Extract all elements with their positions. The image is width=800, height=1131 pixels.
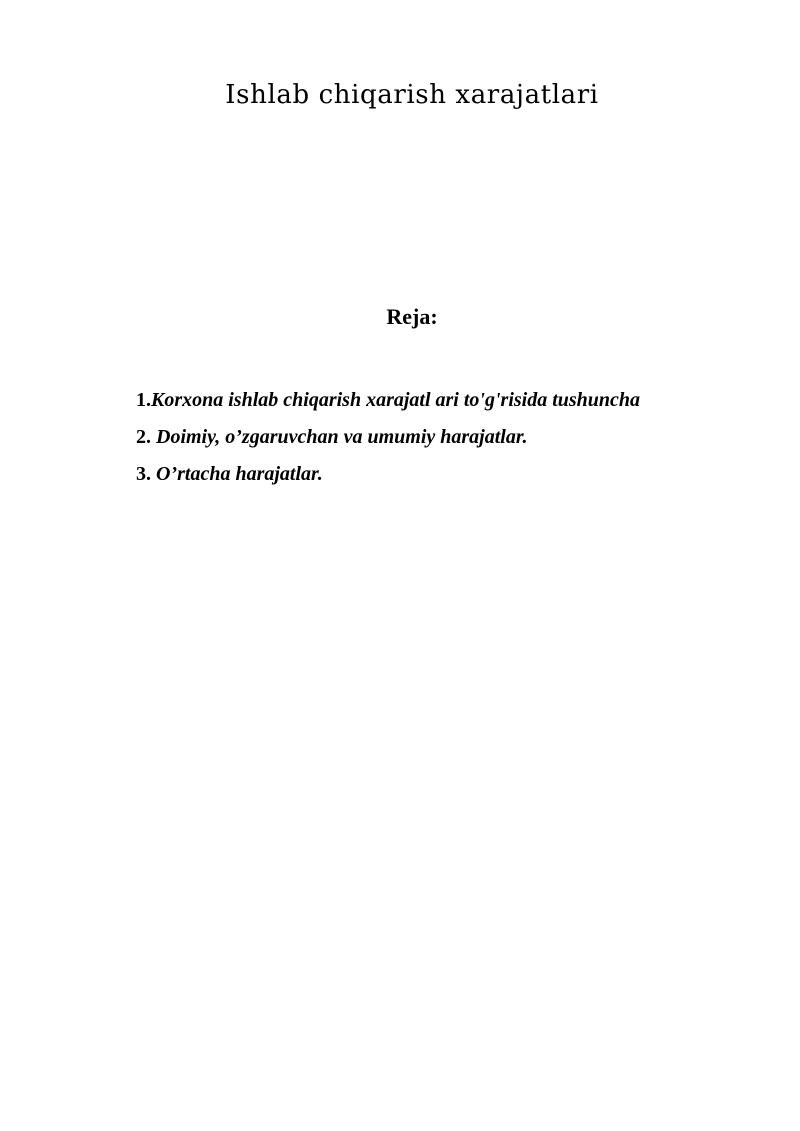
plan-item-text: Korxona ishlab chiqarish xarajatl ari to'g'risida tushuncha — [151, 389, 641, 411]
plan-item — [136, 456, 640, 493]
plan-item-number: 3. — [136, 463, 156, 485]
document-title: Ishlab chiqarish xarajatlari — [225, 80, 599, 110]
plan-heading: Reja: — [386, 304, 438, 329]
plan-item — [136, 419, 640, 456]
plan-item-number: 2. — [136, 426, 156, 448]
plan-item-text: Doimiy, o’zgaruvchan va umumiy harajatlar. — [156, 426, 528, 448]
plan-list — [136, 382, 640, 493]
plan-item-number: 1. — [136, 389, 151, 411]
plan-item — [136, 382, 640, 419]
plan-item-text: O’rtacha harajatlar. — [156, 463, 323, 485]
